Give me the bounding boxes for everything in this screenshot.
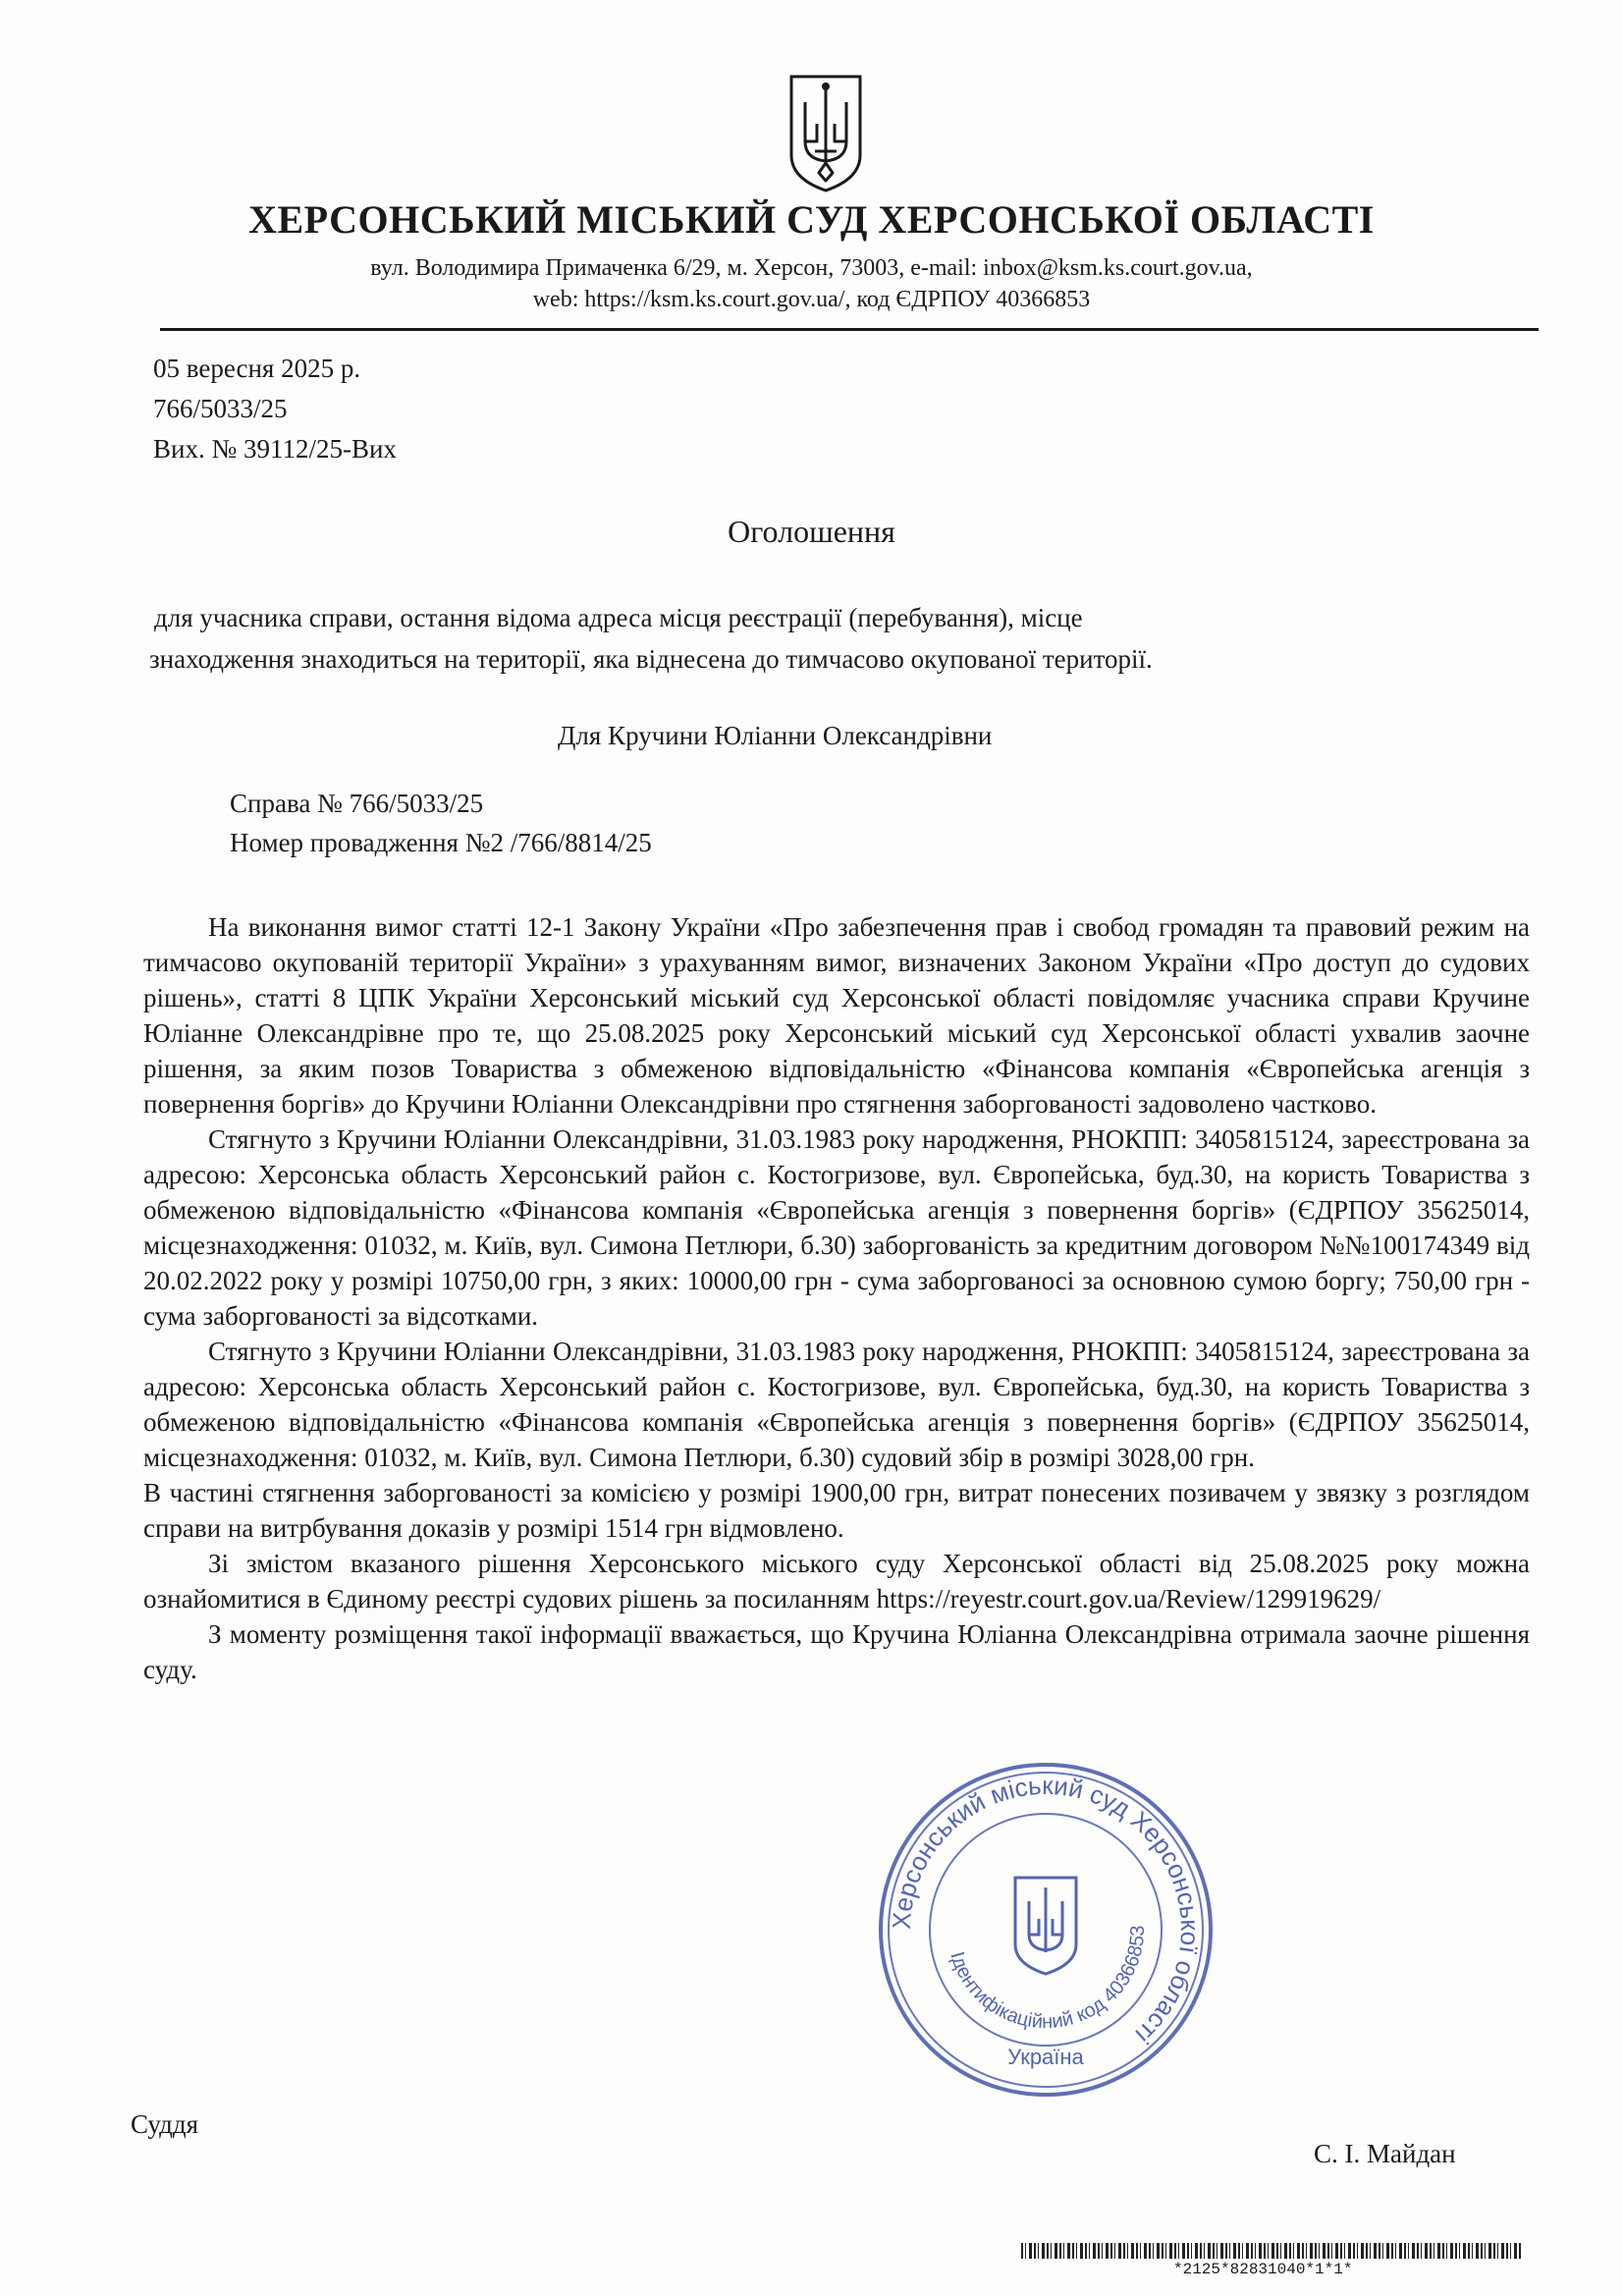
paragraph: В частині стягнення заборгованості за комісією у розмірі 1900,00 грн, витрат понесених позивачем у звязку з розглядом справи на витрбування доказів у розмірі 1514 грн відмовлено. — [143, 1478, 1530, 1543]
paragraph: З моменту розміщення такої інформації вважається, що Кручина Юліанна Олександрівна отримала заочне рішення суду. — [143, 1619, 1530, 1684]
coat-of-arms-icon — [785, 73, 866, 194]
signature-label: Суддя — [131, 2109, 199, 2139]
case-reference: 766/5033/25 — [153, 394, 288, 423]
court-web: web: https://ksm.ks.court.gov.ua/, код ЄДРПОУ 40366853 — [532, 287, 1091, 312]
case-number: Справа № 766/5033/25 — [230, 789, 484, 818]
document-date: 05 вересня 2025 р. — [153, 354, 361, 383]
body-text — [143, 909, 1530, 1687]
paragraph: Зі змістом вказаного рішення Херсонського міського суду Херсонської області від 25.08.2025 року можна ознайомитися в Єдиному реєстрі судових рішень за посиланням https://reyestr.court.gov.ua/Review/129919629/ — [143, 1549, 1530, 1613]
court-seal — [874, 1758, 1217, 2102]
judge-name: С. І. Майдан — [1314, 2139, 1456, 2168]
seal-country: Україна — [1007, 2045, 1084, 2069]
seal-inner-text: Ідентифікаційний код 40366853 — [946, 1925, 1150, 2034]
court-name: ХЕРСОНСЬКИЙ МІСЬКИЙ СУД ХЕРСОНСЬКОЇ ОБЛАСТІ — [248, 197, 1375, 242]
barcode — [1021, 2243, 1522, 2259]
addressee: Для Кручини Юліанни Олександрівни — [558, 721, 993, 750]
paragraph: На виконання вимог статті 12-1 Закону України «Про забезпечення прав і свобод громадян та правовий режим на тимчасово окупованій території України» з урахуванням вимог, визначених Законом України «Про доступ до судових рішень», статті 8 ЦПК України Херсонський міський суд Херсонської області повідомляє учасника справи Кручине Юліанне Олександрівне про те, що 25.08.2025 року Херсонський міський суд Херсонської області ухвалив заочне рішення, за яким позов Товариства з обмеженою відповідальністю «Фінансова компанія «Європейська агенція з повернення боргів» до Кручини Юліанни Олександрівни про стягнення заборгованості задоволено частково. — [143, 912, 1530, 1119]
paragraph: Стягнуто з Кручини Юліанни Олександрівни, 31.03.1983 року народження, РНОКПП: 3405815124, зареєстрована за адресою: Херсонська область Херсонський район с. Костогризове, вул. Європейська, буд.30, на користь Товариства з обмеженою відповідальністю «Фінансова компанія «Європейська агенція з повернення боргів» (ЄДРПОУ 35625014, місцезнаходження: 01032, м. Київ, вул. Симона Петлюри, б.30) судовий збір в розмірі 3028,00 грн. — [143, 1337, 1530, 1472]
intro-line-2: знаходження знаходиться на території, яка віднесена до тимчасово окупованої території. — [149, 644, 1153, 674]
proceeding-number: Номер провадження №2 /766/8814/25 — [230, 828, 652, 857]
outgoing-number: Вих. № 39112/25-Вих — [153, 434, 397, 464]
header-divider — [160, 328, 1539, 331]
svg-text:Ідентифікаційний код 40366853 — [946, 1925, 1149, 2033]
paragraph: Стягнуто з Кручини Юліанни Олександрівни, 31.03.1983 року народження, РНОКПП: 3405815124, зареєстрована за адресою: Херсонська область Херсонський район с. Костогризове, вул. Європейська, буд.30, на користь Товариства з обмеженою відповідальністю «Фінансова компанія «Європейська агенція з повернення боргів» (ЄДРПОУ 35625014, місцезнаходження: 01032, м. Київ, вул. Симона Петлюри, б.30) заборгованість за кредитним договором №№100174349 від 20.02.2022 року у розмірі 10750,00 грн, з яких: 10000,00 грн - сума заборгованосі за основною сумою боргу; 750,00 грн - сума заборгованості за відсотками. — [143, 1124, 1530, 1331]
seal-trident-icon — [1015, 1878, 1076, 1974]
intro-line-1: для учасника справи, остання відома адреса місця реєстрації (перебування), місце — [154, 603, 1083, 632]
barcode-text: *2125*82831040*1*1* — [1173, 2261, 1353, 2278]
page-title: Оголошення — [728, 514, 895, 549]
seal-outer-text: Херсонський міський суд Херсонської області — [886, 1770, 1206, 2050]
court-address: вул. Володимира Примаченка 6/29, м. Херсон, 73003, e-mail: inbox@ksm.ks.court.gov.ua, — [370, 255, 1253, 281]
